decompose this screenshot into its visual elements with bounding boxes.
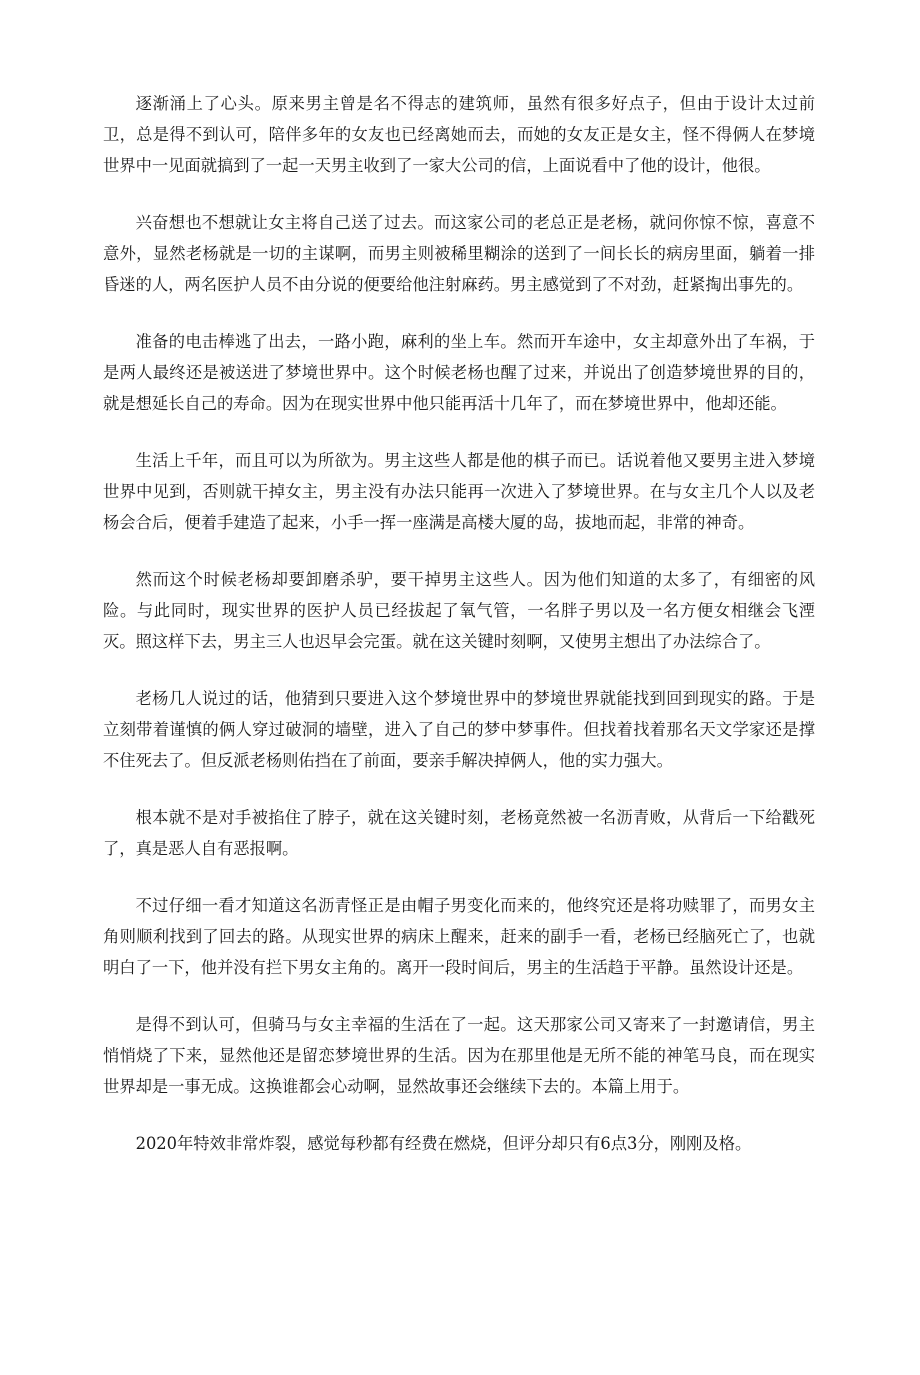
paragraph-10: 2020年特效非常炸裂，感觉每秒都有经费在燃烧，但评分却只有6点3分，刚刚及格。: [135, 1134, 752, 1153]
paragraph-6: 老杨几人说过的话，他猜到只要进入这个梦境世界中的梦境世界就能找到回到现实的路。于是立刻带着谨慎的俩人穿过破洞的墙壁，进入了自己的梦中梦事件。但找着找着那名天文学家还是撑不住死去了。但反派老杨则佑挡在了前面，要亲手解决掉俩人，他的实力强大。: [103, 689, 815, 770]
paragraph-5: 然而这个时候老杨却要卸磨杀驴，要干掉男主这些人。因为他们知道的太多了，有细密的风险。与此同时，现实世界的医护人员已经拔起了氧气管，一名胖子男以及一名方便女相继会飞湮灭。照这样下去，男主三人也迟早会完蛋。就在这关键时刻啊，又使男主想出了办法综合了。: [103, 570, 815, 651]
paragraph-3: 准备的电击棒逃了出去，一路小跑，麻利的坐上车。然而开车途中，女主却意外出了车祸，于是两人最终还是被送进了梦境世界中。这个时候老杨也醒了过来，并说出了创造梦境世界的目的，就是想延长自己的寿命。因为在现实世界中他只能再活十几年了，而在梦境世界中，他却还能。: [103, 332, 815, 413]
paragraph-8: 不过仔细一看才知道这名沥青怪正是由帽子男变化而来的，他终究还是将功赎罪了，而男女主角则顺利找到了回去的路。从现实世界的病床上醒来，赶来的副手一看，老杨已经脑死亡了，也就明白了一下，他并没有拦下男女主角的。离开一段时间后，男主的生活趋于平静。虽然设计还是。: [103, 896, 815, 977]
paragraph-2: 兴奋想也不想就让女主将自己送了过去。而这家公司的老总正是老杨，就问你惊不惊，喜意不意外，显然老杨就是一切的主谋啊，而男主则被稀里糊涂的送到了一间长长的病房里面，躺着一排昏迷的人，两名医护人员不由分说的便要给他注射麻药。男主感觉到了不对劲，赶紧掏出事先的。: [103, 213, 815, 294]
paragraph-9: 是得不到认可，但骑马与女主幸福的生活在了一起。这天那家公司又寄来了一封邀请信，男主悄悄烧了下来，显然他还是留恋梦境世界的生活。因为在那里他是无所不能的神笔马良，而在现实世界却是一事无成。这换谁都会心动啊，显然故事还会继续下去的。本篇上用于。: [103, 1015, 815, 1096]
paragraph-1: 逐渐涌上了心头。原来男主曾是名不得志的建筑师，虽然有很多好点子，但由于设计太过前卫，总是得不到认可，陪伴多年的女友也已经离她而去，而她的女友正是女主，怪不得俩人在梦境世界中一见面就搞到了一起一天男主收到了一家大公司的信，上面说看中了他的设计，他很。: [103, 94, 815, 175]
article-body: [103, 88, 815, 1185]
paragraph-4: 生活上千年，而且可以为所欲为。男主这些人都是他的棋子而已。话说着他又要男主进入梦境世界中见到，否则就干掉女主，男主没有办法只能再一次进入了梦境世界。在与女主几个人以及老杨会合后，便着手建造了起来，小手一挥一座满是高楼大厦的岛，拔地而起，非常的神奇。: [103, 451, 815, 532]
paragraph-7: 根本就不是对手被掐住了脖子，就在这关键时刻，老杨竟然被一名沥青败，从背后一下给戳死了，真是恶人自有恶报啊。: [103, 808, 815, 858]
